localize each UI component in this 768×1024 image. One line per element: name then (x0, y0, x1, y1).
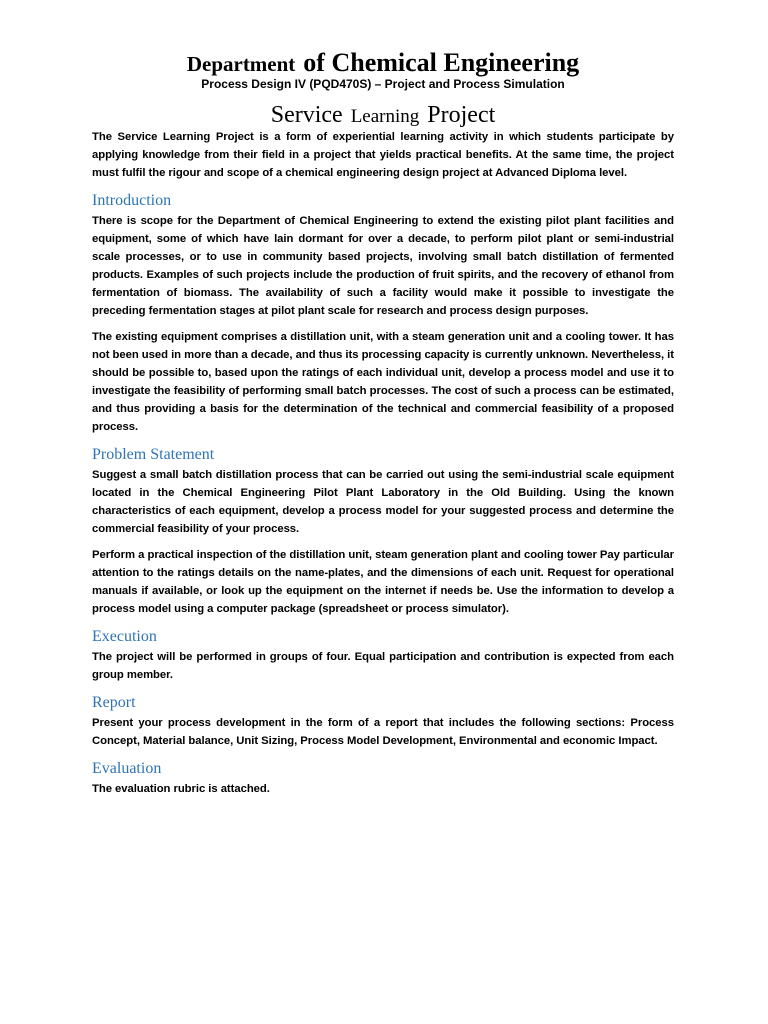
document-page (92, 44, 674, 798)
department-title (92, 44, 674, 76)
intro-paragraph: The Service Learning Project is a form of experiential learning activity in which students participate by applying knowledge from their field in a project that yields practical benefits. At the same time, the project must fulfil the rigour and scope of a chemical engineering design project at Advanced Diploma level. (92, 131, 674, 179)
problem-statement-paragraph-2: Perform a practical inspection of the distillation unit, steam generation plant and cooling tower Pay particular attention to the ratings details on the name-plates, and the dimensions of each unit. Request for operational manuals if available, or look up the equipment on the internet if needs be. Use the information to develop a process model using a computer package (spreadsheet or process simulator). (92, 549, 674, 615)
project-title (92, 94, 674, 128)
project-title-word-3: Project (427, 102, 496, 128)
section-heading-evaluation: Evaluation (92, 760, 162, 777)
section-heading-introduction: Introduction (92, 192, 172, 209)
section-heading-problem-statement: Problem Statement (92, 446, 215, 463)
project-title-word-2: Learning (350, 106, 420, 127)
evaluation-paragraph: The evaluation rubric is attached. (92, 783, 270, 795)
project-title-word-1: Service (270, 102, 343, 128)
execution-paragraph: The project will be performed in groups of four. Equal participation and contribution is expected from each group member. (92, 651, 674, 681)
department-title-rest: of Chemical Engineering (303, 48, 580, 77)
introduction-paragraph-2: The existing equipment comprises a distillation unit, with a steam generation unit and a cooling tower. It has not been used in more than a decade, and thus its processing capacity is currently unknown. Nevertheless, it should be possible to, based upon the ratings of each individual unit, develop a process model and use it to investigate the feasibility of performing small batch processes. The cost of such a process can be estimated, and thus providing a basis for the determination of the technical and commercial feasibility of a proposed process. (92, 331, 674, 433)
introduction-paragraph-1: There is scope for the Department of Chemical Engineering to extend the existing pilot plant facilities and equipment, some of which have lain dormant for over a decade, to perform pilot plant or semi-industrial scale processes, or to use in community based projects, involving small batch distillation of fermented products. Examples of such projects include the production of fruit spirits, and the recovery of ethanol from fermentation of biomass. The availability of such a facility would make it possible to investigate the preceding fermentation stages at pilot plant scale for research and process design purposes. (92, 215, 674, 317)
section-heading-report: Report (92, 694, 136, 711)
course-subtitle: Process Design IV (PQD470S) – Project and Process Simulation (201, 77, 565, 91)
section-heading-execution: Execution (92, 628, 157, 645)
department-title-word: Department (186, 52, 296, 76)
report-paragraph: Present your process development in the form of a report that includes the following sections: Process Concept, Material balance, Unit Sizing, Process Model Development, Environmental and economic Impact. (92, 717, 674, 747)
problem-statement-paragraph-1: Suggest a small batch distillation process that can be carried out using the semi-industrial scale equipment located in the Chemical Engineering Pilot Plant Laboratory in the Old Building. Using the known characteristics of each equipment, develop a process model for your suggested process and determine the commercial feasibility of your process. (92, 469, 674, 535)
